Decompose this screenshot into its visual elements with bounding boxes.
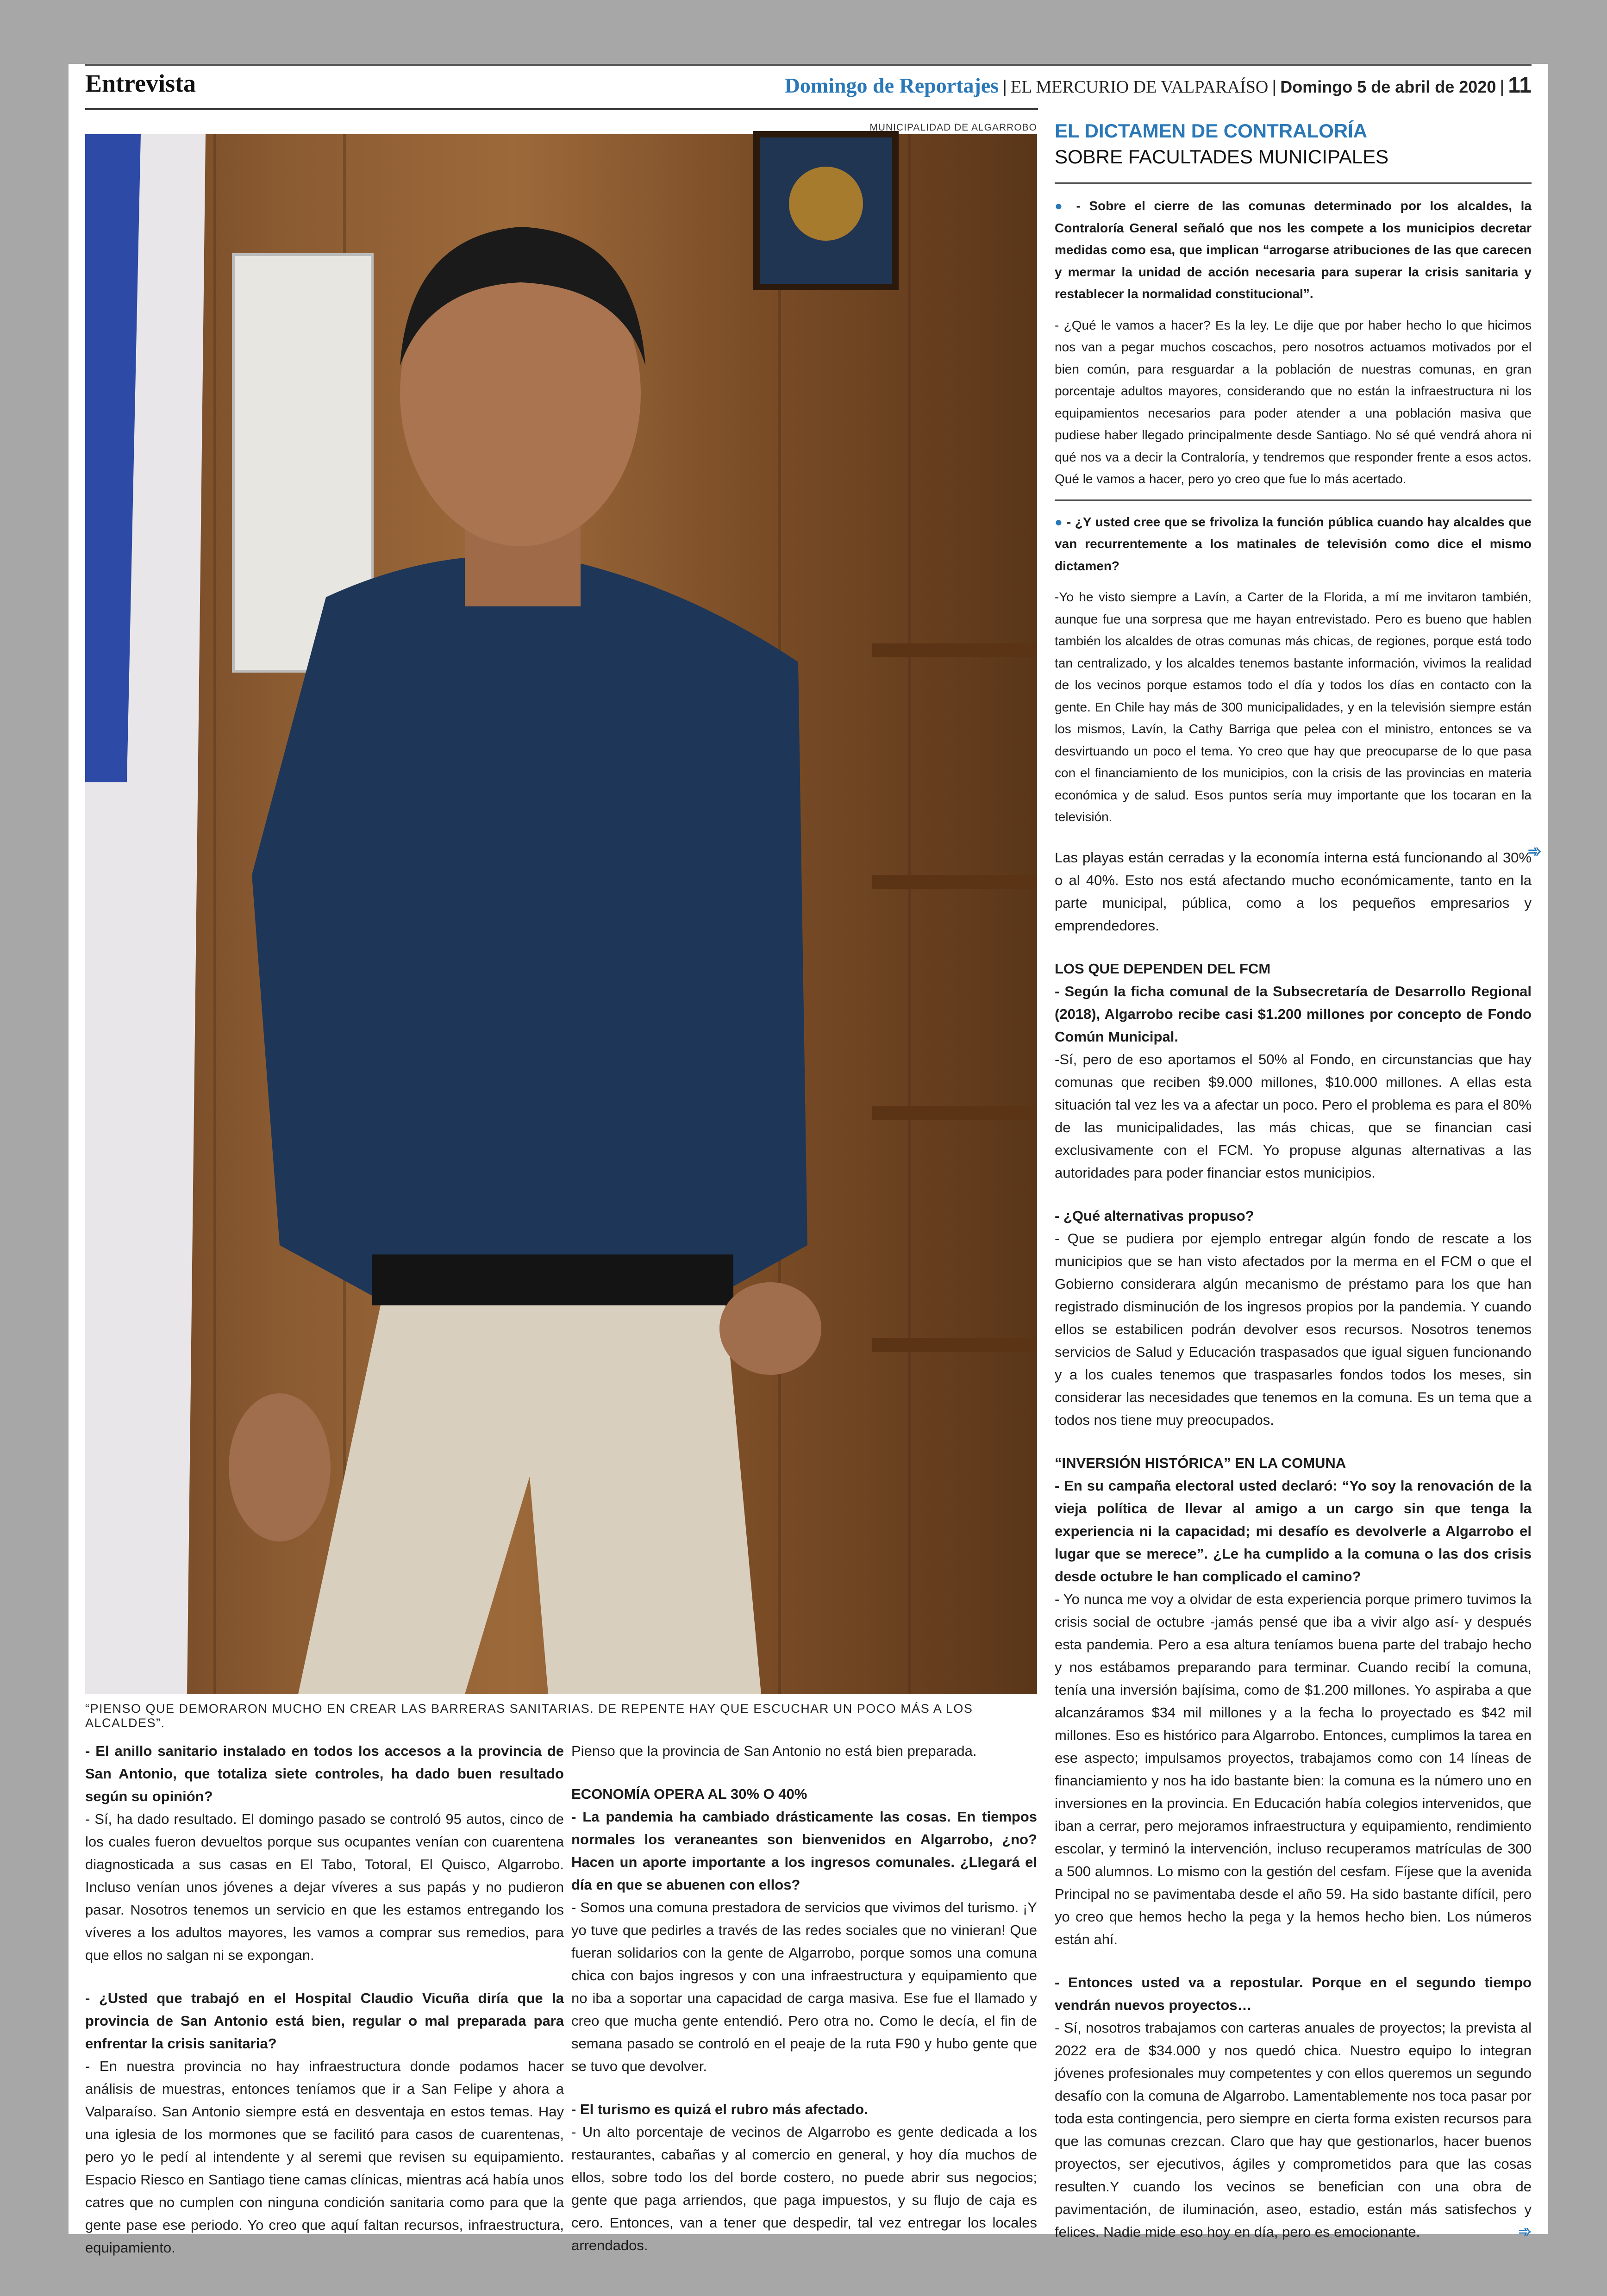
interview-answer: Las playas están cerradas y la economía interna está funcionando al 30% o al 40%. Esto nos está afectando mucho económicamente, tanto en la parte municipal, pública, como a los pequeños empresarios y emprendedores. (1055, 849, 1532, 934)
interview-question: - Entonces usted va a repostular. Porque en el segundo tiempo vendrán nuevos proyectos… (1055, 1974, 1532, 2013)
newspaper-page (69, 64, 1548, 2256)
interview-answer: - Un alto porcentaje de vecinos de Algarrobo es gente dedicada a los restaurantes, cabañas y al comercio en general, y hoy día muchos de ellos, sobre todo los del borde costero, no puede abrir sus negocios; gente que paga arriendos, que paga impuestos, y su flujo de caja es cero. Entonces, van a tener que despedir, tal vez entregar los locales arrendados. (571, 2124, 1037, 2253)
page-number: 11 (1508, 73, 1532, 98)
column-1 (85, 1740, 564, 2279)
continue-arrow-icon: ➾ (1527, 842, 1542, 861)
supplement-name: Domingo de Reportajes (784, 74, 999, 97)
interview-question: - El turismo es quizá el rubro más afectado. (571, 2101, 868, 2117)
sidebar-subtitle: SOBRE FACULTADES MUNICIPALES (1055, 144, 1532, 184)
sidebar-answer: - ¿Qué le vamos a hacer? Es la ley. Le dije que por haber hecho lo que hicimos nos van a pegar muchos coscachos, pero nosotros actuamos motivados por el bien común, para resguardar a la población de nuestras comunas, en gran porcentaje adultos mayores, considerando que no están la infraestructura ni los equipamientos necesarios para poder atender a una población masiva que pudiese haber llegado principalmente desde Santiago. No sé qué vendrá ahora ni qué nos va a decir la Contraloría, y tendremos que responder frente a esos actos. Qué le vamos a hacer, pero yo creo que fue lo más acertado. (1055, 318, 1532, 486)
interview-answer: - Sí, nosotros trabajamos con carteras anuales de proyectos; la prevista al 2022 era de $34.000 y nos quedó chica. Nuestro equipo lo integran jóvenes profesionales muy competentes y con ellos queremos un segundo desafío con la comuna de Algarrobo. Lamentablemente nos toca pasar por toda esta contingencia, pero siempre en cierta forma existen recursos para que las comunas crezcan. Claro que hay que gestionarlos, hacer buenos proyectos, ser ejecutivos, ágiles y comprometidos para que las cosas resulten.Y cuando los vecinos se benefician con una obra de pavimentación, de iluminación, aseo, estadio, están más satisfechos y felices. Nadie mide eso hoy en día, pero es emocionante. ➾ (1055, 2016, 1532, 2243)
photo-illustration (85, 134, 1037, 1694)
end-arrow-icon: ➾ (1518, 2223, 1532, 2240)
page-folio: Domingo de Reportajes | EL MERCURIO DE VALPARAÍSO | Domingo 5 de abril de 2020 | 11 (784, 73, 1532, 98)
interview-answer: - Yo nunca me voy a olvidar de esta experiencia porque primero tuvimos la crisis social de octubre -jamás pensé que iba a vivir algo así- y después esta pandemia. Pero a esa altura teníamos buena parte del trabajo hecho y nos estábamos preparando para terminar. Cuando recibí la comuna, tenía una inversión bajísima, como de $1.200 millones. Yo aspiraba a que alcanzáramos $34 mil millones y a la fecha lo proyectado es $42 mil millones. Eso es histórico para Algarrobo. Entonces, cumplimos la tarea en ese aspecto; impulsamos proyectos, trabajamos como con 14 líneas de financiamiento y nos ha ido bastante bien: la comuna es la número uno en inversiones en la provincia. En Educación había colegios intervenidos, que iban a cerrar, pero mejoramos infraestructura y equipamiento, rendimiento escolar, y terminó la intervención, incluso recuperamos matrículas de 300 a 500 alumnos. Lo mismo con la gestión del cesfam. Fíjese que la avenida Principal no se pavimentaba desde el año 59. Ha sido bastante difícil, pero yo creo que hemos hecho la pega y la hemos hecho bien. Los números están ahí. (1055, 1591, 1532, 1947)
section-heading: ECONOMÍA OPERA AL 30% O 40% (571, 1786, 807, 1802)
sidebar-divider (1055, 499, 1532, 501)
interview-answer: Pienso que la provincia de San Antonio no está bien preparada. (571, 1743, 977, 1759)
sidebar-box (1038, 106, 1548, 883)
interview-answer: - Sí, ha dado resultado. El domingo pasado se controló 95 autos, cinco de los cuales fueron devueltos porque sus ocupantes venían con cuarentena diagnosticada a sus casas en El Tabo, Totoral, El Quisco, Algarrobo. Incluso venían unos jóvenes a dejar víveres a sus papás y no pudieron pasar. Nosotros tenemos un servicio en que les estamos entregando los víveres a los adultos mayores, les vamos a comprar sus remedios, para que ellos no salgan ni se expongan. (85, 1811, 564, 1963)
sidebar-answer: -Yo he visto siempre a Lavín, a Carter de la Florida, a mí me invitaron también, aunque fue una sorpresa que me hayan entrevistado. Pero es bueno que hablen también los alcaldes de otras comunas más chicas, de regiones, porque está todo tan centralizado, y los alcaldes tenemos bastante información, vivimos la realidad de los vecinos porque estamos todo el día y todos los días en contacto con la gente. En Chile hay más de 300 municipalidades, y en la televisión siempre están los mismos, Lavín, la Cathy Barriga que pelea con el ministro, entonces se va desvirtuando un poco el tema. Yo creo que hay que preocuparse de lo que pasa con el financiamiento de los municipios, con la crisis de las provincias en materia económica y de salud. Esos puntos sería muy importante que los tocaran en la televisión. (1055, 590, 1532, 824)
column-3 (1055, 846, 1532, 2264)
sidebar-question: ● - Sobre el cierre de las comunas determinado por los alcaldes, la Contraloría General señaló que nos les compete a los municipios decretar medidas como esa, que implican “arrogarse atribuciones de las que carecen y mermar la unidad de acción necesaria para superar la crisis sanitaria y restablecer la normalidad constitucional”. (1055, 199, 1532, 301)
sidebar-question: ● - ¿Y usted cree que se frivoliza la función pública cuando hay alcaldes que van recurrentemente a los matinales de televisión como dice el mismo dictamen? (1055, 514, 1532, 573)
interview-answer: -Sí, pero de eso aportamos el 50% al Fondo, en circunstancias que hay comunas que reciben $9.000 millones, $10.000 millones. A ellas esta situación tal vez les va a afectar un poco. Pero el problema es para el 80% de las municipalidades, las más chicas, que se financian casi exclusivamente con el FCM. Yo propuse algunas alternativas a las autoridades para poder financiar estos municipios. (1055, 1051, 1532, 1181)
interview-question: - En su campaña electoral usted declaró: “Yo soy la renovación de la vieja política de llevar al amigo a un cargo sin que tenga la experiencia ni la capacidad; mi desafío es devolverle a Algarrobo el lugar que se merece”. ¿Le ha cumplido a la comuna o las dos crisis desde octubre le han complicado el camino? (1055, 1478, 1532, 1585)
interview-question: - La pandemia ha cambiado drásticamente las cosas. En tiempos normales los veraneantes son bienvenidos en Algarrobo, ¿no? Hacen un aporte importante a los ingresos comunales. ¿Llegará el día en que se abuenen con ellos? (571, 1809, 1037, 1893)
section-heading: LOS QUE DEPENDEN DEL FCM (1055, 961, 1271, 977)
sidebar-title: EL DICTAMEN DE CONTRALORÍA (1055, 120, 1368, 142)
interview-photo (85, 134, 1037, 1694)
issue-date: Domingo 5 de abril de 2020 (1280, 77, 1496, 96)
newspaper-name: EL MERCURIO DE VALPARAÍSO (1010, 77, 1269, 97)
section-label: Entrevista (85, 69, 196, 97)
interview-question: - Según la ficha comunal de la Subsecretaría de Desarrollo Regional (2018), Algarrobo recibe casi $1.200 millones por concepto de Fondo Común Municipal. (1055, 983, 1532, 1045)
interview-answer: - Somos una comuna prestadora de servicios que vivimos del turismo. ¡Y yo tuve que pedirles a través de las redes sociales que no vinieran! Que fueran solidarios con la gente de Algarrobo, porque somos una comuna chica con bajos ingresos y con una infraestructura y equipamiento que no iba a soportar una capacidad de carga masiva. Ese fue el llamado y creo que mucha gente entendió. Pero otra no. Como le decía, el fin de semana pasado se controló en el peaje de la ruta F90 y hubo gente que se tuvo que devolver. (571, 1899, 1037, 2074)
photo-caption: “PIENSO QUE DEMORARON MUCHO EN CREAR LAS BARRERAS SANITARIAS. DE REPENTE HAY QUE ESCUCHAR UN POCO MÁS A LOS ALCALDES”. (85, 1702, 973, 1730)
section-heading: “INVERSIÓN HISTÓRICA” EN LA COMUNA (1055, 1455, 1346, 1471)
interview-question: - El anillo sanitario instalado en todos los accesos a la provincia de San Antonio, que totaliza siete controles, ha dado buen resultado según su opinión? (85, 1743, 564, 1804)
photo-credit: MUNICIPALIDAD DE ALGARROBO (869, 122, 1037, 133)
interview-question: - ¿Qué alternativas propuso? (1055, 1208, 1254, 1224)
interview-answer: - Que se pudiera por ejemplo entregar algún fondo de rescate a los municipios que se han visto afectados por la merma en el FCM o que el Gobierno considerara algún mecanismo de préstamo para los que han registrado disminución de los ingresos propios por la pandemia. Y cuando ellos se estabilicen podrán devolver esos recursos. Nosotros tenemos servicios de Salud y Educación traspasados que igual siguen funcionando y a los cuales tenemos que traspasarles fondos todos los meses, sin considerar las necesidades que tenemos en la comuna. Es un tema que a todos nos tiene muy preocupados. (1055, 1230, 1532, 1428)
interview-question: - ¿Usted que trabajó en el Hospital Claudio Vicuña diría que la provincia de San Antonio está bien, regular o mal preparada para enfrentar la crisis sanitaria? (85, 1990, 564, 2052)
page-header (85, 64, 1532, 110)
sidebar-content (1055, 119, 1532, 837)
bullet-icon: ● (1055, 199, 1068, 213)
bullet-icon: ● (1055, 514, 1063, 529)
column-2 (571, 1740, 1037, 2277)
interview-answer: - En nuestra provincia no hay infraestructura donde podamos hacer análisis de muestras, entonces teníamos que ir a San Felipe y ahora a Valparaíso. San Antonio siempre está en desventaja en estos temas. Hay una iglesia de los mormones que se facilitó para casos de cuarentenas, pero yo le pedí al intendente y al seremi que revisen su equipamiento. Espacio Riesco en Santiago tiene camas clínicas, mientras acá había unos catres que no cumplen con ninguna condición sanitaria como para que la gente pase ese periodo. Yo creo que aquí faltan recursos, infraestructura, equipamiento. (85, 2058, 564, 2256)
